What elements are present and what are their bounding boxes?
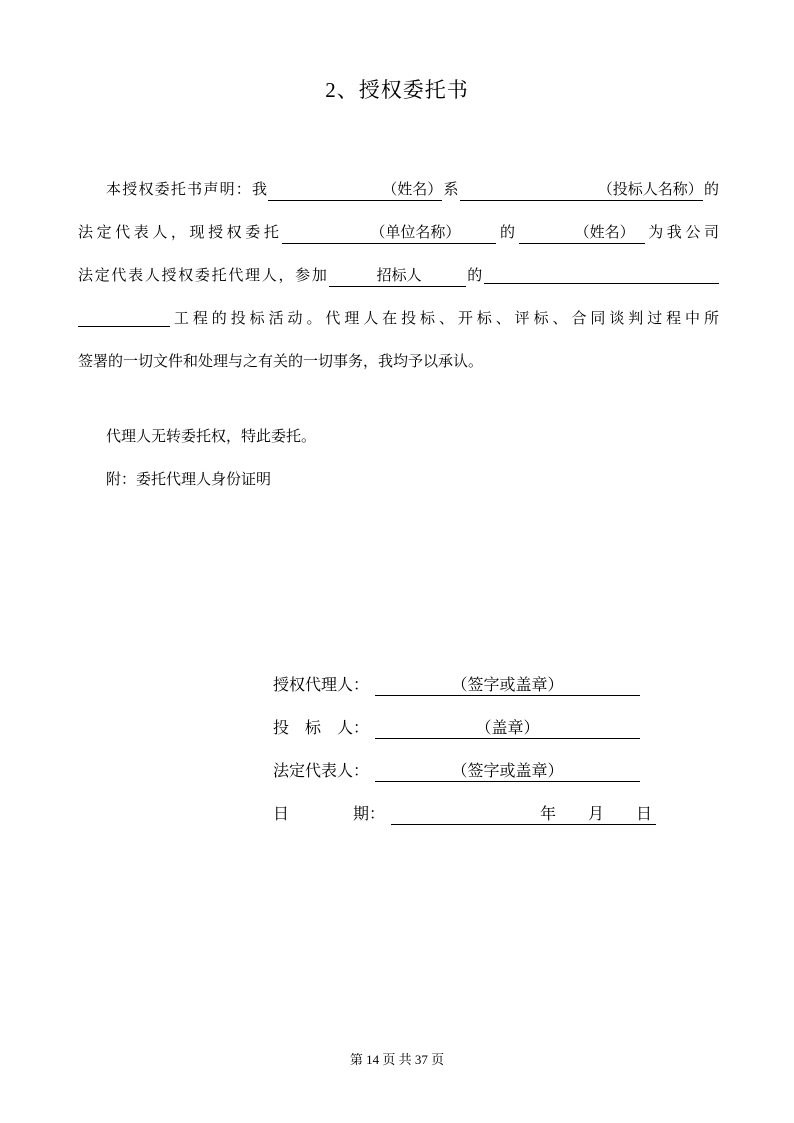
body-line bbox=[78, 255, 719, 298]
body-line bbox=[78, 212, 719, 255]
blank-underline bbox=[484, 265, 719, 284]
body-text: 工程的投标活动。代理人在投标、开标、评标、合同谈判过程中所 bbox=[170, 311, 719, 327]
signature-label: 授权代理人： bbox=[273, 677, 370, 694]
signature-label: 法定代表人： bbox=[273, 763, 370, 780]
body-text: 法定代表人授权委托代理人，参加 bbox=[78, 268, 329, 284]
body-line bbox=[78, 298, 719, 341]
body-text: 本授权委托书声明：我 bbox=[106, 182, 269, 198]
signature-block bbox=[273, 664, 656, 836]
underlined-hint: （姓名） bbox=[519, 224, 645, 244]
body-line bbox=[78, 459, 719, 502]
underlined-hint: （姓名） bbox=[268, 181, 442, 201]
body-text: 签署的一切文件和处理与之有关的一切事务，我均予以承认。 bbox=[78, 354, 484, 370]
page-footer: 第 14 页 共 37 页 bbox=[349, 1052, 445, 1067]
body-text: 的 bbox=[702, 182, 719, 198]
signature-underline: （签字或盖章） bbox=[375, 762, 640, 782]
signature-underline: （签字或盖章） bbox=[375, 676, 640, 696]
blank-underline bbox=[78, 308, 170, 327]
signature-row bbox=[273, 750, 656, 793]
signature-label: 投 标 人： bbox=[273, 720, 370, 737]
body-line bbox=[78, 416, 719, 459]
body-line bbox=[78, 169, 719, 212]
document-title: 2、授权委托书 bbox=[325, 78, 469, 102]
body-text: 附：委托代理人身份证明 bbox=[106, 472, 272, 488]
signature-underline: 年 月 日 bbox=[391, 805, 656, 825]
underlined-hint: 招标人 bbox=[329, 267, 466, 287]
body-text: 代理人无转委托权，特此委托。 bbox=[106, 429, 317, 445]
underlined-hint: （单位名称） bbox=[282, 224, 496, 244]
body-text: 系 bbox=[442, 182, 460, 198]
body-text: 的 bbox=[496, 225, 519, 241]
signature-row bbox=[273, 793, 656, 836]
body-text: 的 bbox=[465, 268, 484, 284]
signature-row bbox=[273, 707, 656, 750]
signature-label: 日 期： bbox=[273, 806, 386, 823]
body-line bbox=[78, 341, 719, 384]
body-text: 为我公司 bbox=[644, 225, 719, 241]
body-text: 法定代表人，现授权委托 bbox=[78, 225, 283, 241]
underlined-hint: （投标人名称） bbox=[460, 181, 703, 201]
signature-row bbox=[273, 664, 656, 707]
signature-underline: （盖章） bbox=[375, 719, 640, 739]
body-paragraphs bbox=[78, 169, 719, 502]
